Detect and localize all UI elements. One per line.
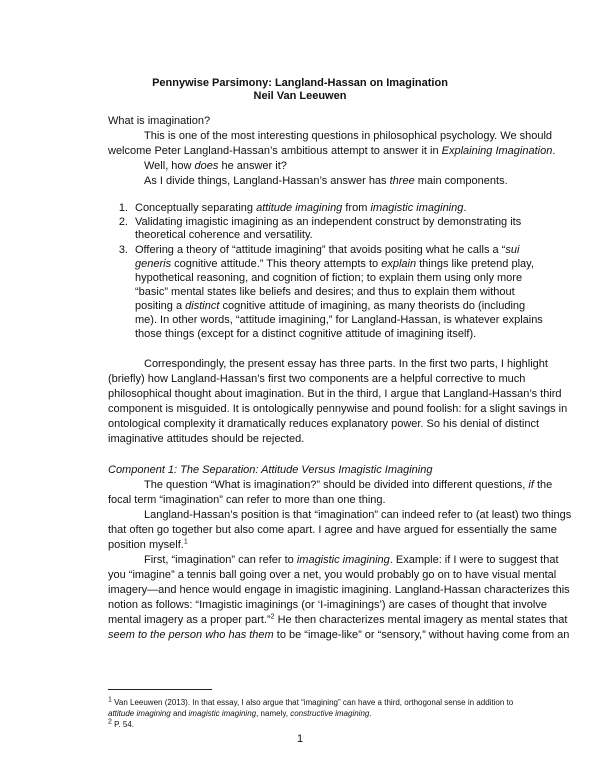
paragraph-line: philosophical thought about imagination. But in the third, I argue that Langland-Hassan’s third (108, 388, 562, 400)
list-number: 1. (118, 202, 128, 214)
section-heading: Component 1: The Separation: Attitude Versus Imagistic Imagining (108, 464, 433, 476)
author-name: Neil Van Leeuwen (253, 90, 347, 102)
paragraph-line: imagery—and hence would engage in imagistic imagining. Langland-Hassan characterizes this (108, 584, 570, 596)
footnote-1: $^1$ Van Leeuwen (2013). In that essay, I also argue that “imagining” can have a third, orthogonal sense in addition to (108, 696, 514, 707)
paragraph-line: imaginative attitudes should be rejected. (108, 433, 305, 445)
list-item-line: Offering a theory of “attitude imagining” that avoids positing what he calls a “sui (135, 244, 520, 256)
paragraph-line: position myself.$^1$ (108, 538, 188, 551)
footnote-rule (108, 689, 212, 690)
paragraph-line: you “imagine” a tennis ball going over a net, you would probably go on to have visual mental (108, 569, 557, 581)
list-item-line: “basic” mental states like beliefs and desires; and thus to explain them without (135, 286, 515, 298)
page-number: 1 (296, 733, 304, 745)
paper-title: Pennywise Parsimony: Langland-Hassan on Imagination (152, 77, 448, 89)
paragraph-line: The question “What is imagination?” should be divided into different questions, if the (144, 479, 553, 491)
list-number: 2. (118, 216, 128, 228)
list-item-line: Validating imagistic imagining as an independent construct by demonstrating its (135, 216, 522, 228)
list-item-line: hypothetical reasoning, and cognition of fiction; to explain them using only more (135, 272, 523, 284)
paragraph-line: Correspondingly, the present essay has three parts. In the first two parts, I highlight (144, 358, 548, 370)
list-number: 3. (118, 244, 128, 256)
list-item-line: theoretical coherence and versatility. (135, 229, 313, 241)
footnote-1-cont: attitude imagining and imagistic imagining, namely, constructive imagining. (108, 709, 372, 718)
list-item-line: Conceptually separating attitude imagining from imagistic imagining. (135, 202, 467, 214)
list-item-line: positing a distinct cognitive attitude of imagining, as many theorists do (including (135, 300, 526, 312)
list-item-line: generis cognitive attitude.” This theory attempts to explain things like pretend play, (135, 258, 534, 270)
paragraph-line: First, “imagination” can refer to imagistic imagining. Example: if I were to suggest that (144, 554, 559, 566)
paragraph-line: notion as follows: “Imagistic imaginings (or ‘I-imaginings’) are cases of thought that involve (108, 599, 547, 611)
book-title: Explaining Imagination (441, 145, 553, 157)
paragraph-line: focal term “imagination” can refer to more than one thing. (108, 494, 386, 506)
paragraph-line: Langland-Hassan’s position is that “imagination” can indeed refer to (at least) two things (144, 509, 572, 521)
intro-line: This is one of the most interesting questions in philosophical psychology. We should (144, 130, 553, 142)
paragraph-line: component is misguided. It is ontologically pennywise and pound foolish: for a slight savings in (108, 403, 568, 415)
footnote-ref[interactable]: 1 (183, 538, 188, 546)
list-item-line: those things (except for a distinct cognitive attitude of imagining itself). (135, 328, 477, 340)
intro-question: What is imagination? (108, 115, 211, 127)
paragraph-line: mental imagery as a proper part.”$^2$ He then characterizes mental imagery as mental states that (108, 613, 568, 626)
paragraph-line: ontological complexity it dramatically reduces explanatory power. So his denial of distinct (108, 418, 540, 430)
intro-line: As I divide things, Langland-Hassan’s answer has three main components. (144, 175, 508, 187)
paragraph-line: that often go together but also come apart. I agree and have argued for essentially the same (108, 524, 557, 536)
footnote-2: $^2$ P. 54. (108, 718, 135, 729)
intro-line: welcome Peter Langland-Hassan’s ambitious attempt to answer it in Explaining Imagination. (108, 145, 556, 157)
list-item-line: me). In other words, “attitude imagining,” for Langland-Hassan, is whatever explains (135, 314, 543, 326)
paragraph-line: seem to the person who has them to be “image-like” or “sensory,” without having come from an (108, 629, 570, 641)
footnote-ref[interactable]: 2 (270, 613, 275, 621)
paragraph-line: (briefly) how Langland-Hassan’s first two components are a helpful corrective to much (108, 373, 526, 385)
intro-line: Well, how does he answer it? (144, 160, 287, 172)
